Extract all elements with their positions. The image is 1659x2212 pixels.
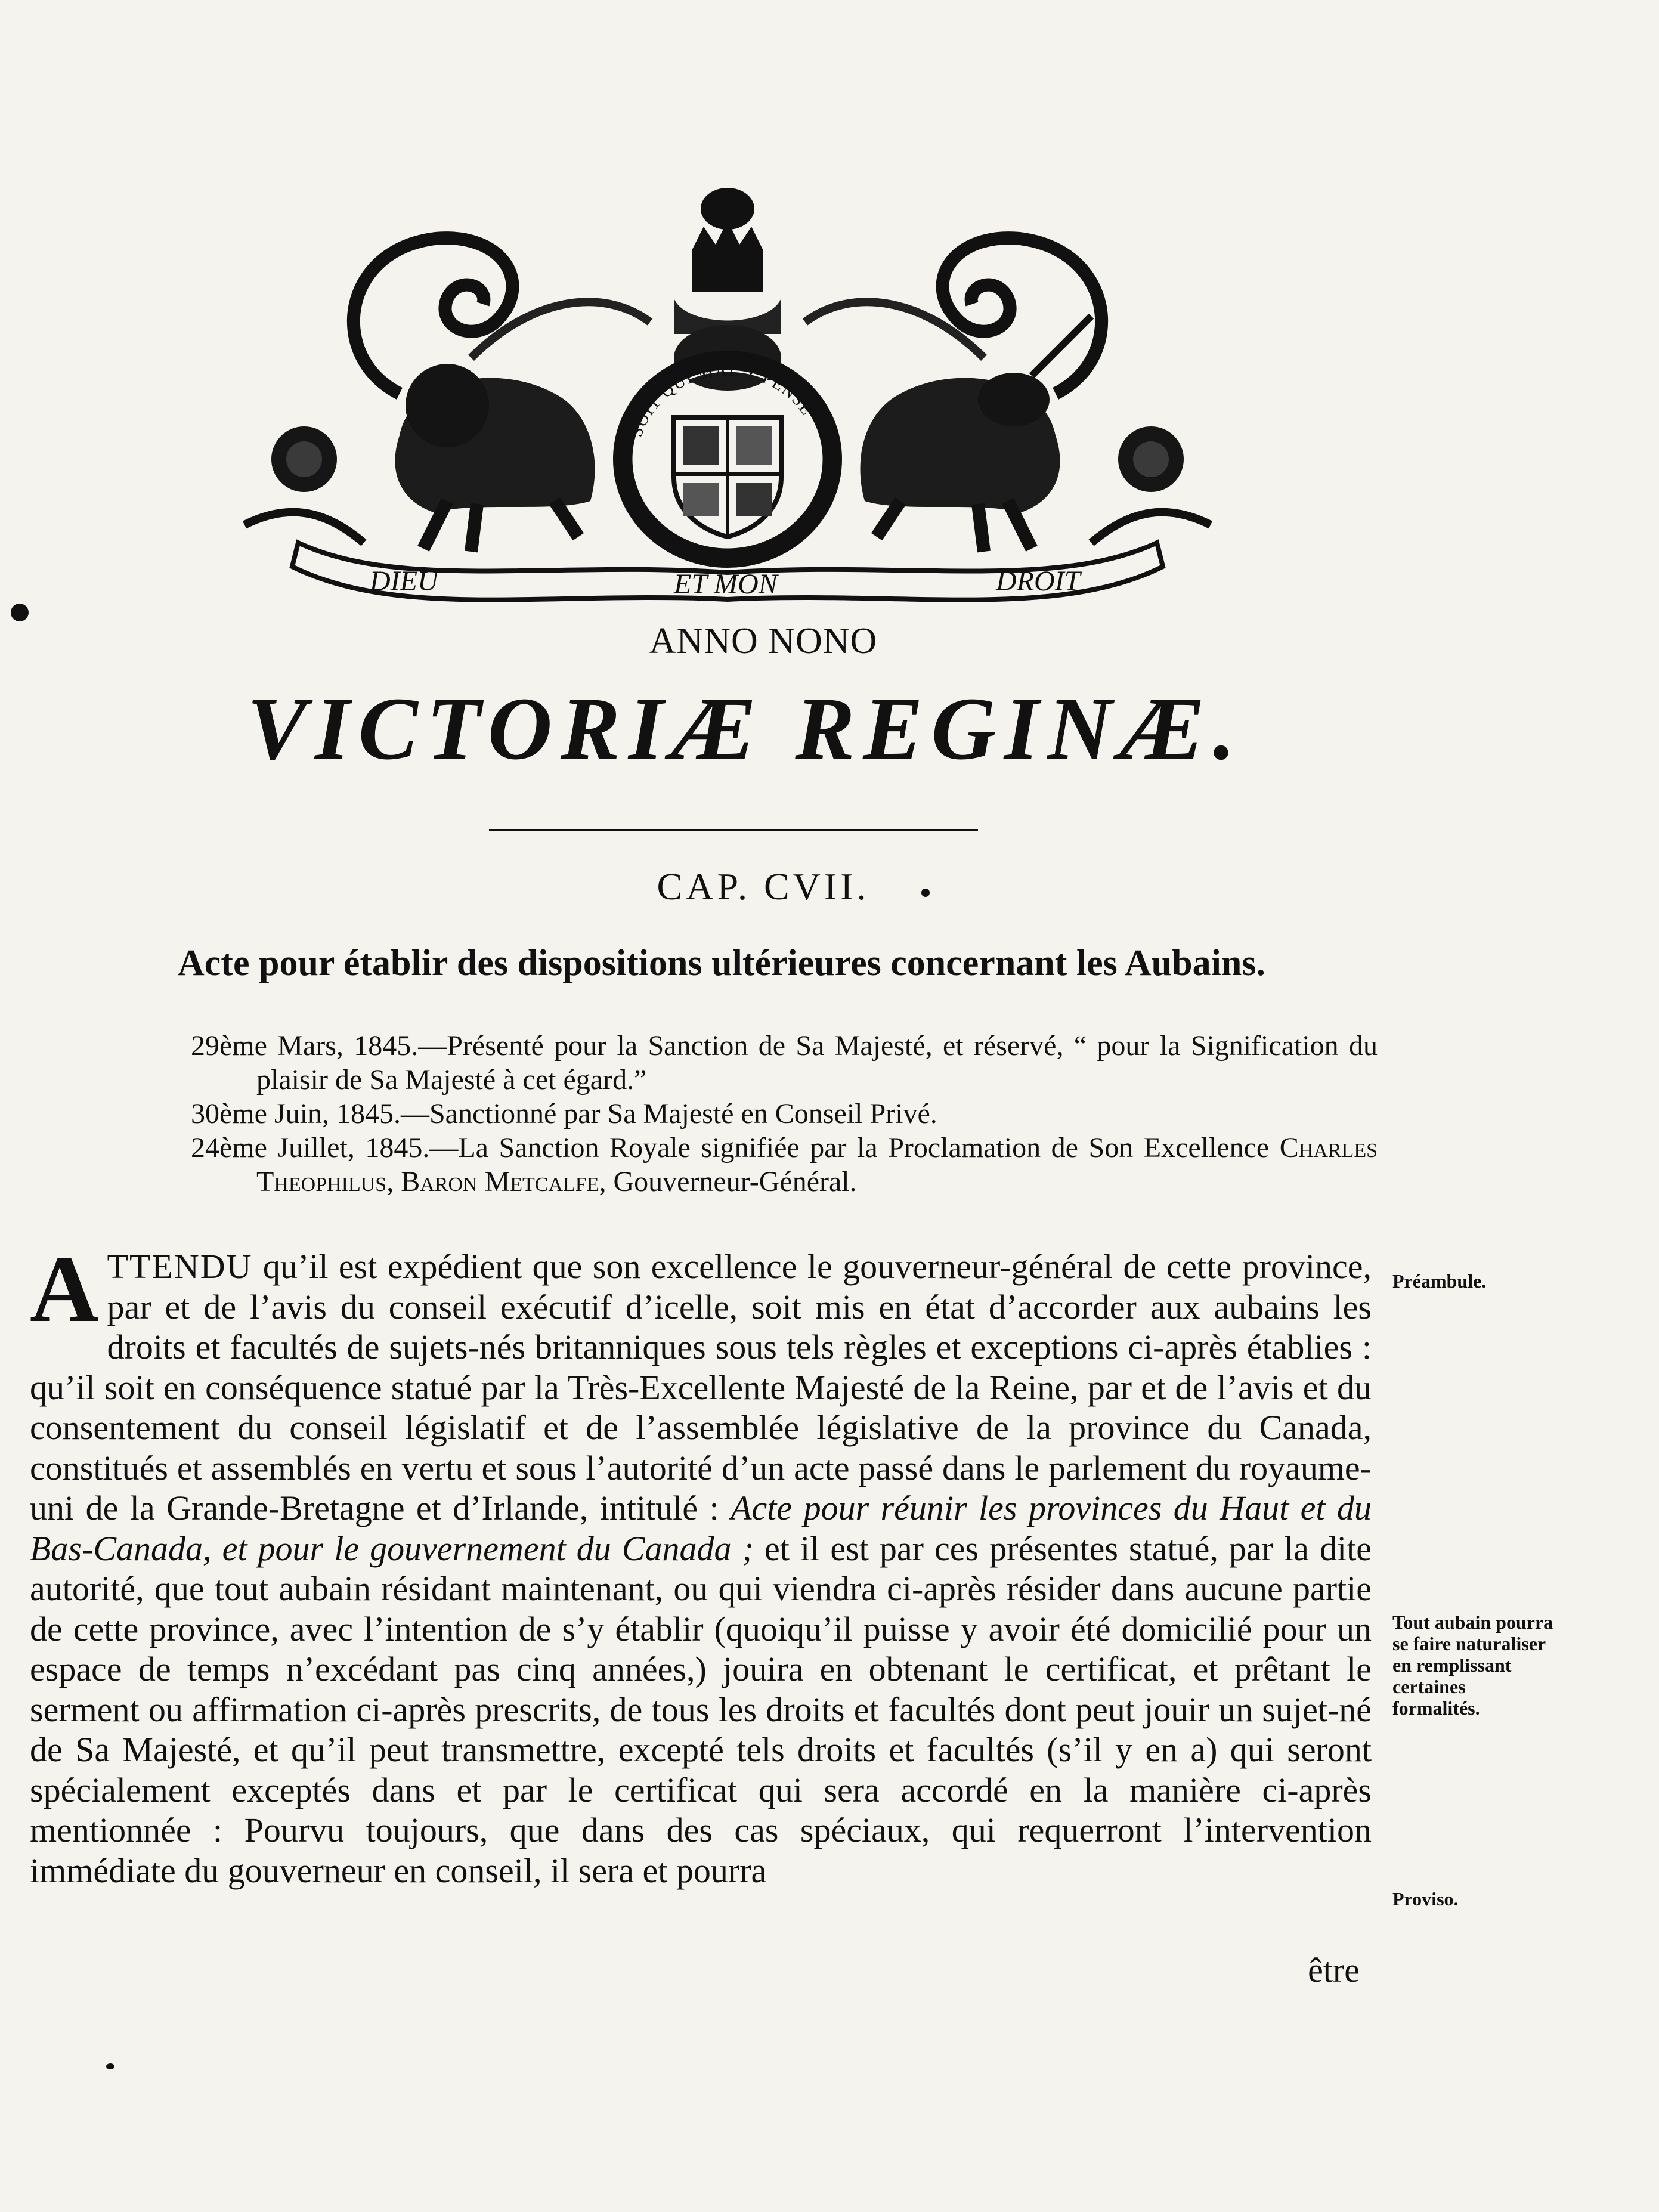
date-entry: 30ème Juin, 1845.—Sanctionné par Sa Majesté en Conseil Privé. [191,1098,937,1130]
motto-left: DIEU [370,565,438,597]
preamble-paragraph [30,1236,1372,1891]
act-title: Acte pour établir des dispositions ultérieures concernant les Aubains. [178,943,1265,983]
first-word: TTENDU [107,1247,253,1286]
ink-speck [106,2063,114,2069]
date-entry-tail: , Gouverneur-Général. [599,1166,857,1198]
royal-coat-of-arms [221,179,1234,608]
ink-speck [11,604,29,621]
governor-name: Charles Theophilus, Baron Metcalfe [256,1132,1378,1198]
cited-act-title: Acte pour réunir les provinces du Haut et du Bas-Canada, et pour le gouvernement du Canada ; [30,1489,1372,1568]
sanction-dates [191,1029,1378,1199]
ink-speck [921,889,930,897]
drop-cap: A [30,1236,99,1342]
motto-right: DROIT [996,565,1081,597]
motto-middle: ET MON [674,568,778,600]
anno-heading: ANNO NONO [649,621,878,661]
garter-motto: SOIT QUI MAL Y PENSE [627,361,817,440]
margin-note-proviso: Proviso. [1392,1888,1459,1910]
date-entry [191,1131,1378,1199]
preamble-part-1: qu’il est expédient que son excellence le gouverneur-général de cette province, par et de l’avis du conseil exécutif d’icelle, soit mis en état d’accorder aux aubains les droits et facultés de sujets-nés britanniques sous tels règles et exceptions ci-après établies : qu’il soit en conséquence statué par la Très-Excellente Majesté de la Reine, par et de l’avis et du consentement du conseil législatif et de l’assemblée législative de la province du Canada, constitués et assemblés en vertu et sous l’autorité d’un acte passé dans le parlement du royaume-uni de la Grande-Bretagne et d’Irlande, intitulé : [30,1247,1372,1527]
margin-note-preamble: Préambule. [1392,1270,1487,1292]
date-entry-lead: 24ème Juillet, 1845.—La Sanction Royale signifiée par la Proclamation de Son Excellence [191,1132,1280,1164]
coat-of-arms-illustration [221,179,1234,608]
catchword: être [1308,1951,1360,1990]
regnal-heading: VICTORIÆ REGINÆ. [247,679,1244,778]
preamble-part-2: et il est par ces présentes statué, par la dite autorité, que tout aubain résidant maintenant, ou qui viendra ci-après résider dans aucune partie de cette province, avec l’intention de s’y établir (quoiqu’il puisse y avoir été domicilié pour un espace de temps n’excédant pas cinq années,) jouira en obtenant le certificat, et prêtant le serment ou affirmation ci-après prescrits, de tous les droits et facultés dont peut jouir un sujet-né de Sa Majesté, et qu’il peut transmettre, excepté tels droits et facultés (s’il y en a) qui seront spécialement exceptés dans et par le certificat qui sera accordé en la manière ci-après mentionnée : Pourvu toujours, que dans des cas spéciaux, qui requerront l’intervention immédiate du gouverneur en conseil, il sera et pourra [30,1529,1372,1890]
preamble-text [30,1236,1372,1891]
date-entry: 29ème Mars, 1845.—Présenté pour la Sanction de Sa Majesté, et réservé, “ pour la Signification du plaisir de Sa Majesté à cet égard.” [191,1030,1378,1096]
heading-rule [489,829,978,831]
margin-note-naturalisation: Tout aubain pourra se faire naturaliser en remplissant certaines formalités. [1392,1611,1553,1719]
chapter-number: CAP. CVII. [657,865,870,908]
